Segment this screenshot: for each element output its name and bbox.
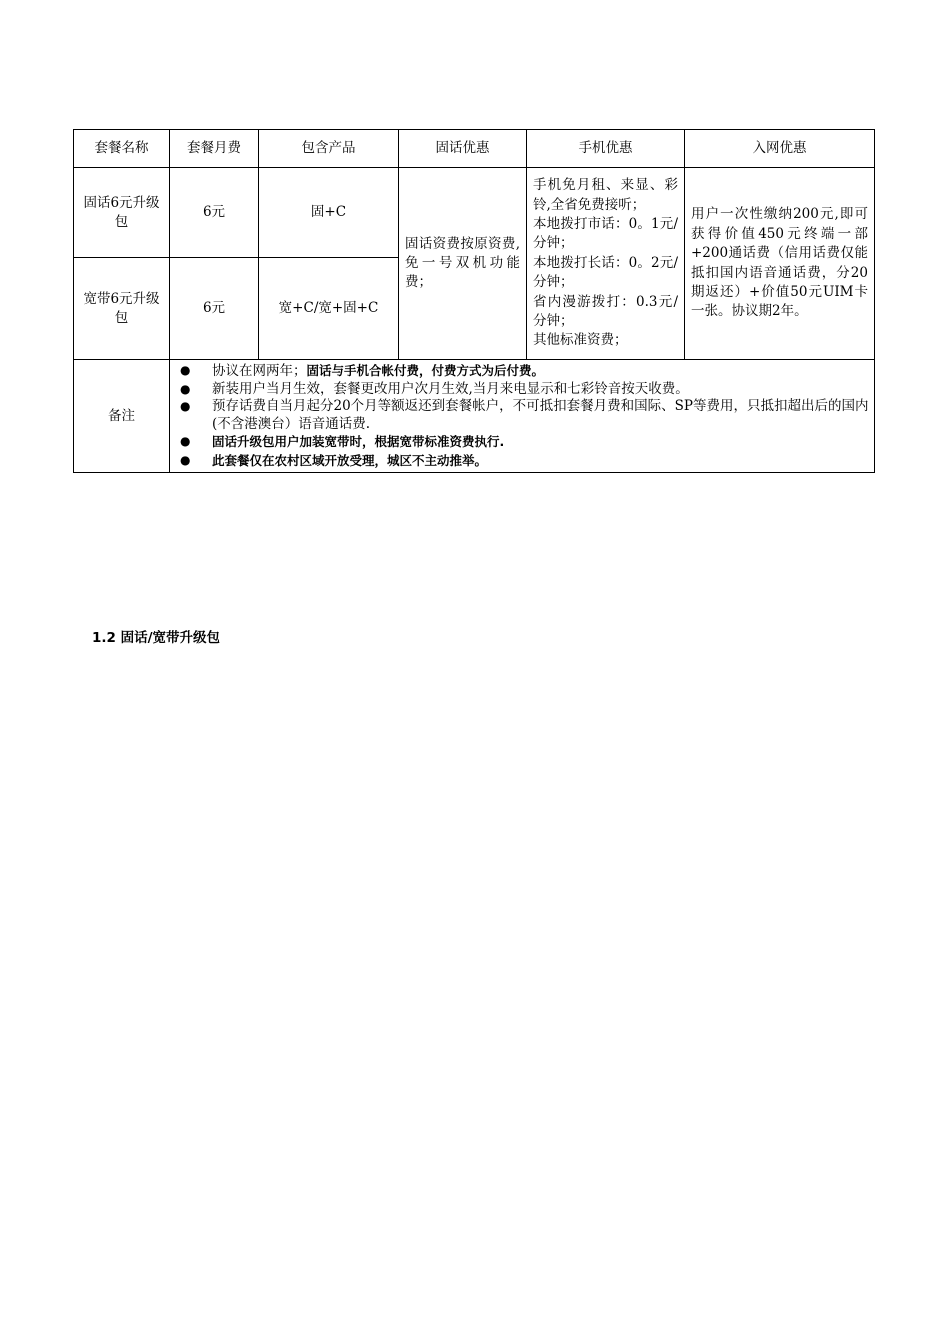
section-heading: 1.2 固话/宽带升级包 [92, 630, 221, 646]
mobile-offer-line: 其他标准资费； [533, 332, 628, 349]
remarks-row [74, 360, 875, 473]
landline-offer-cell: 固话资费按原资费,免一号双机功能费； [399, 168, 527, 360]
remark-item [176, 433, 870, 452]
header-landline-offer: 固话优惠 [399, 130, 527, 168]
remark-bold-text: 此套餐仅在农村区域开放受理，城区不主动推举。 [212, 452, 488, 468]
plan-name-cell: 宽带6元升级包 [74, 258, 170, 360]
plan-products-cell: 宽+C/宽+固+C [259, 258, 399, 360]
header-mobile-offer: 手机优惠 [527, 130, 685, 168]
remark-item [176, 452, 870, 471]
remarks-cell [170, 360, 875, 473]
mobile-offer-line: 省内漫游拨打：0.3元/分钟； [533, 293, 678, 330]
remarks-label: 备注 [74, 360, 170, 473]
plan-fee-cell: 6元 [170, 168, 259, 258]
bullet-icon: ● [180, 399, 191, 413]
header-monthly-fee: 套餐月费 [170, 130, 259, 168]
remark-bold-text: 固话升级包用户加装宽带时，根据宽带标准资费执行. [212, 434, 505, 449]
table-row [74, 168, 875, 258]
plan-fee-cell: 6元 [170, 258, 259, 360]
plan-table [73, 129, 875, 473]
remarks-list [176, 362, 870, 470]
plan-products-cell: 固+C [259, 168, 399, 258]
remark-item [176, 398, 870, 433]
mobile-offer-cell [527, 168, 685, 360]
remark-item [176, 381, 870, 399]
mobile-offer-line: 手机免月租、来显、彩铃,全省免费接听； [533, 177, 678, 213]
bullet-icon: ● [180, 434, 191, 448]
header-network-offer: 入网优惠 [685, 130, 875, 168]
remark-text: 新装用户当月生效，套餐更改用户次月生效,当月来电显示和七彩铃音按天收费。 [212, 380, 689, 397]
bullet-icon: ● [180, 381, 191, 396]
bullet-icon: ● [180, 363, 191, 377]
remark-text: 预存话费自当月起分20个月等额返还到套餐帐户，不可抵扣套餐月费和国际、SP等费用，只抵扣超出后的国内(不含港澳台）语音通话费. [212, 398, 869, 432]
remark-item [176, 362, 870, 381]
header-plan-name: 套餐名称 [74, 130, 170, 168]
plan-name-cell: 固话6元升级包 [74, 168, 170, 258]
table-header-row [74, 130, 875, 168]
mobile-offer-line: 本地拨打长话：0。2元/分钟； [533, 254, 678, 291]
bullet-icon: ● [180, 452, 191, 467]
mobile-offer-line: 本地拨打市话：0。1元/分钟； [533, 215, 678, 252]
remark-text: 协议在网两年； [212, 363, 307, 379]
network-offer-cell: 用户一次性缴纳200元,即可获得价值450元终端一部+200通话费（信用话费仅能抵扣国内语音通话费，分20期返还）+价值50元UIM卡一张。协议期2年。 [685, 168, 875, 360]
header-products: 包含产品 [259, 130, 399, 168]
remark-bold-text: 固话与手机合帐付费，付费方式为后付费。 [306, 363, 545, 378]
